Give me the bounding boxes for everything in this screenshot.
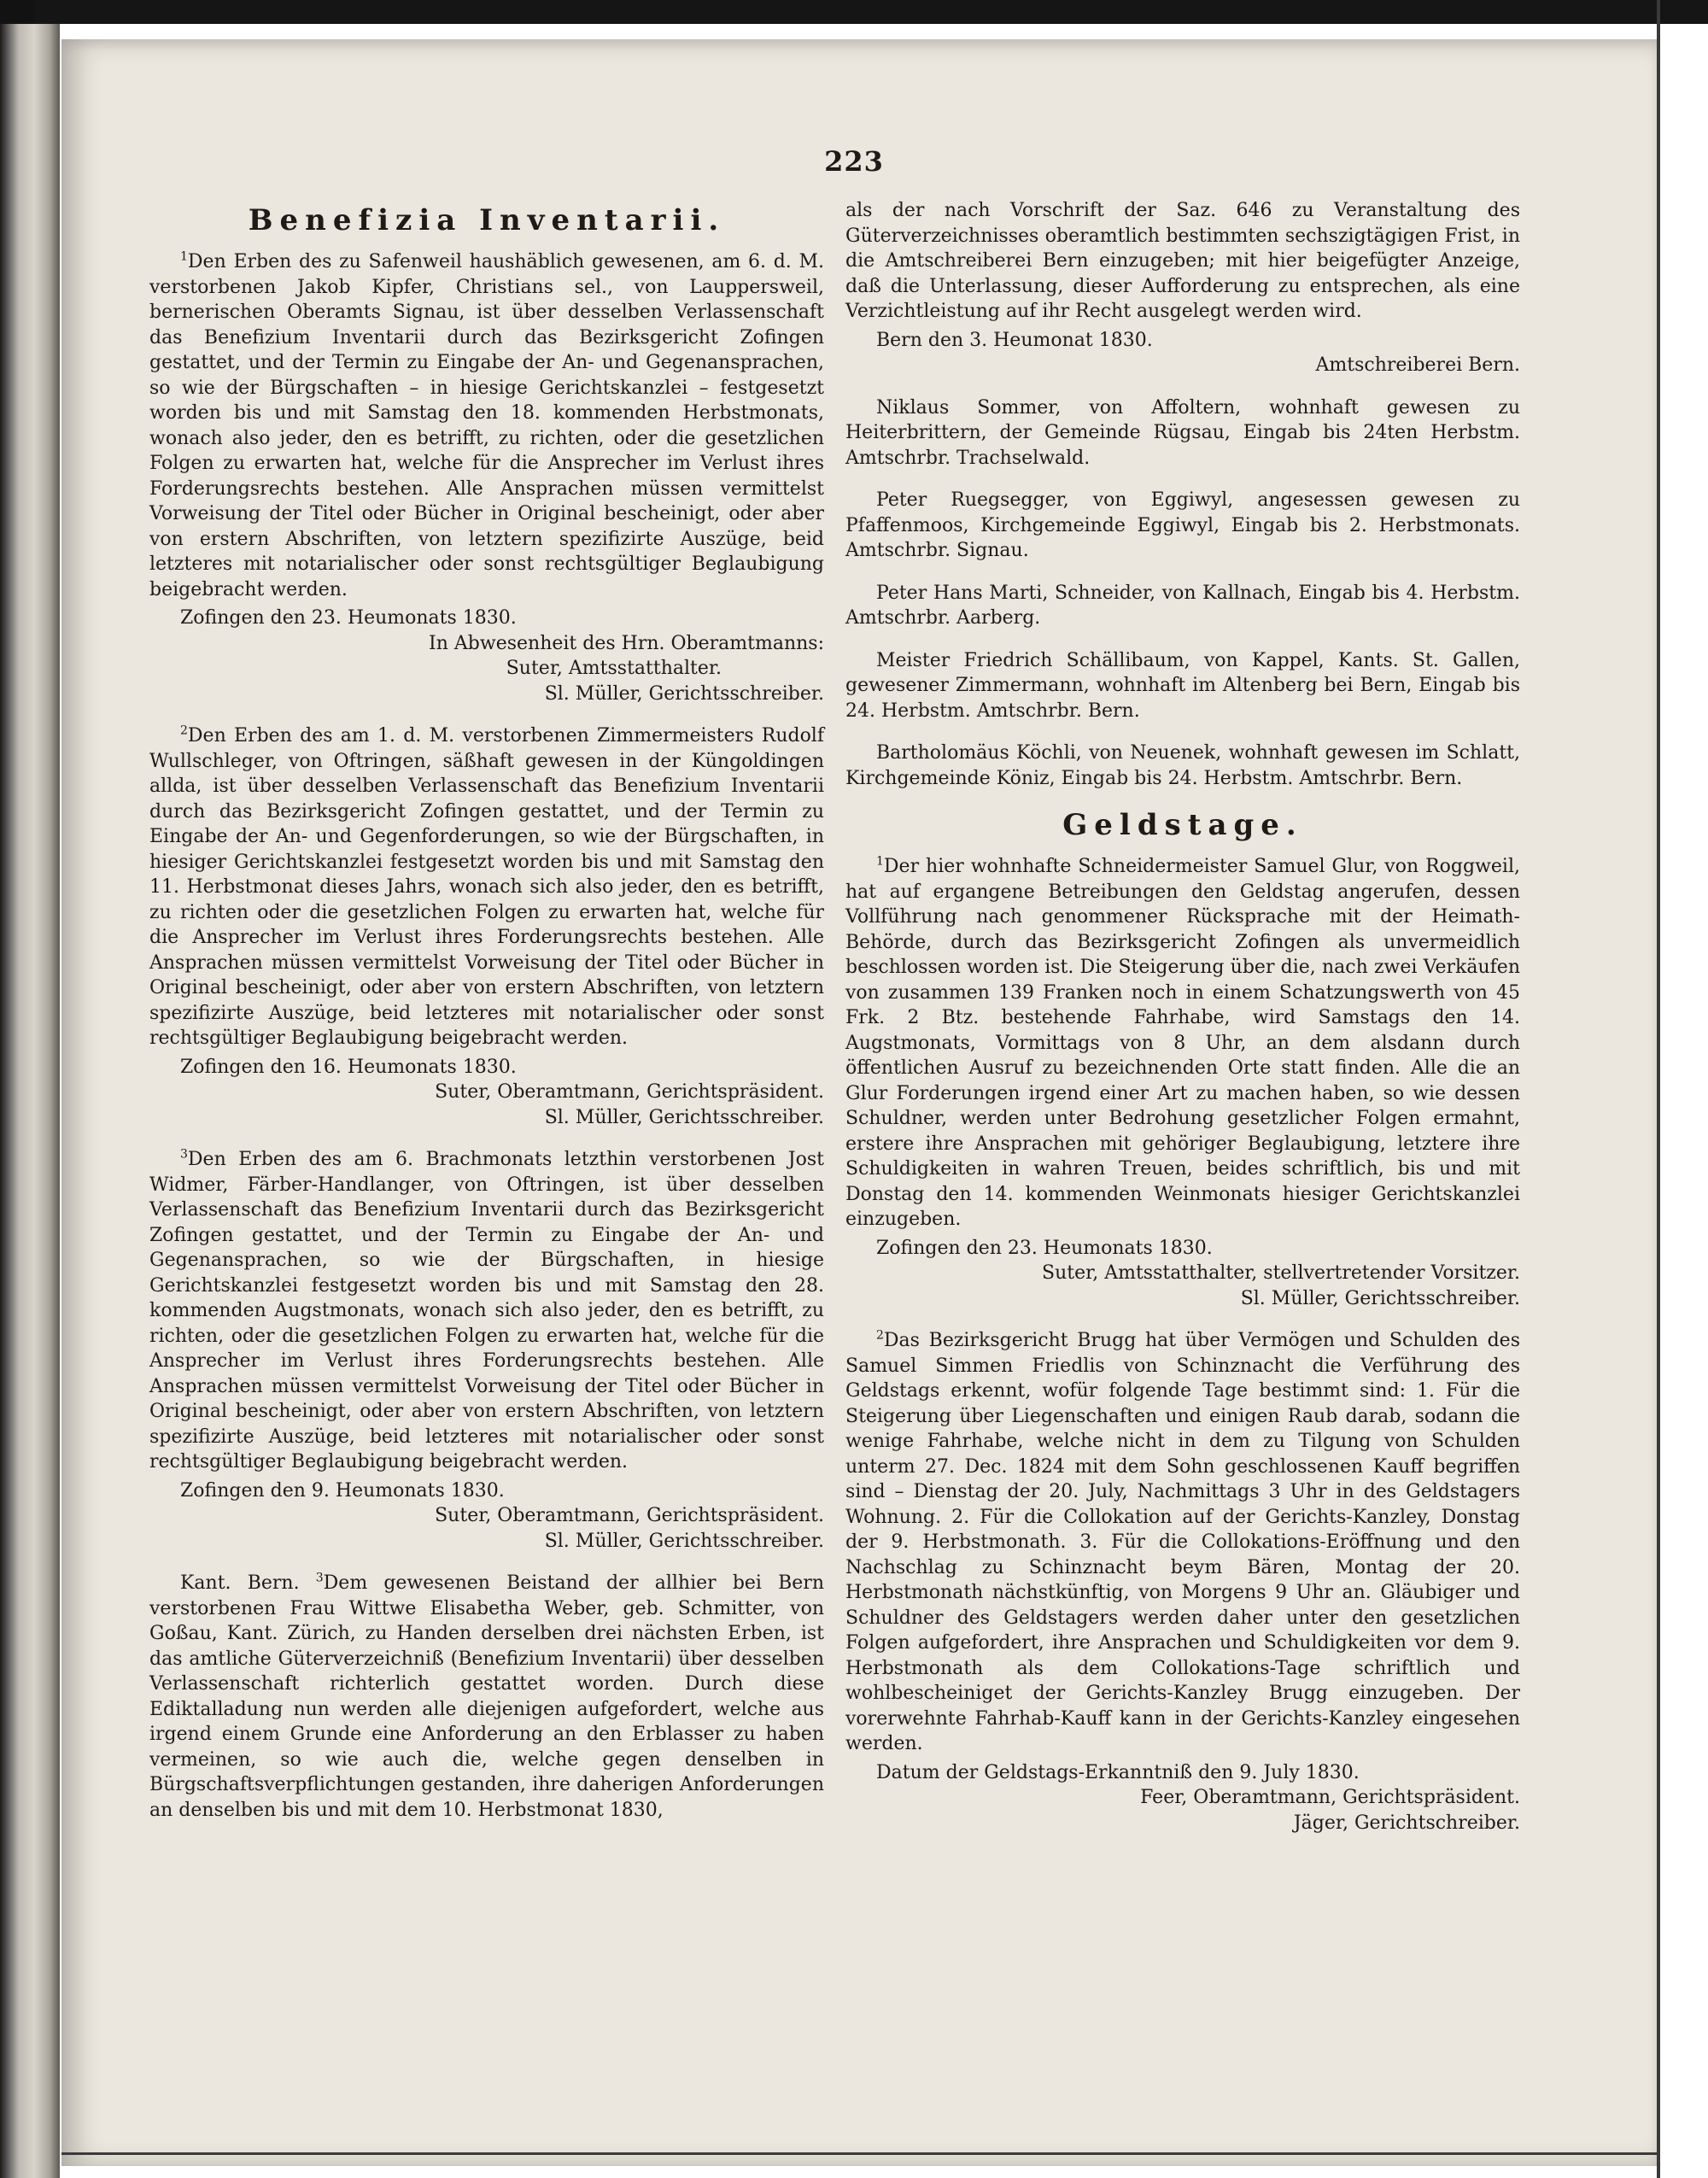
scan-frame-bottom (61, 2152, 1660, 2155)
section-title-geldstage: Geldstage. (1062, 808, 1303, 842)
geldstag-2-date: Datum der Geldstags-Erkanntniß den 9. July 1830. (876, 1761, 1360, 1783)
scan-frame-right (1657, 0, 1660, 2178)
notice-2-date: Zofingen den 16. Heumonats 1830. (180, 1056, 517, 1078)
geldstag-1-signature-1: Suter, Amtsstatthalter, stellvertretender Vorsitzer. (1042, 1262, 1520, 1284)
notice-2: $^2$Den Erben des am 1. d. M. verstorbenen Zimmermeisters Rudolf Wullschleger, von Oftringen, säßhaft gewesen in der Küngoldingen allda, ist über desselben Verlassenschaft das Benefizium Inventarii durch das Bezirksgericht Zofingen gestattet, und der Termin zu Eingabe der An- und Gegenforderungen, so wie der Bürgschaften, in hiesiger Gerichtskanzlei festgesetzt worden bis und mit Samstag den 11. Herbstmonat dieses Jahrs, wonach sich also jeder, den es betrifft, zu richten oder die gesetzlichen Folgen zu erwarten hat, welche für die Ansprecher im Verlust ihres Forderungsrechts bestehen. Alle Ansprachen müssen vermittelst Vorweisung der Titel oder Bücher in Original bescheinigt, oder aber von erstern Abschriften, von letztern spezifizirte Auszüge, beid letzteres mit notarialischer oder sonst rechtsgültiger Beglaubigung beigebracht werden. (149, 723, 824, 1049)
notice-2-signature-1: Suter, Oberamtmann, Gerichtspräsident. (435, 1081, 824, 1103)
facing-page-edge (0, 24, 60, 2178)
notice-1: $^1$Den Erben des zu Safenweil haushäblich gewesenen, am 6. d. M. verstorbenen Jakob Kipfer, Christians sel., von Lauppersweil, bernerischen Oberamts Signau, ist über desselben Verlassenschaft das Benefizium Inventarii durch das Bezirksgericht Zofingen gestattet, und der Termin zu Eingabe der An- und Gegenansprachen, so wie der Bürgschaften – in hiesige Gerichtskanzlei – festgesetzt worden bis und mit Samstag den 18. kommenden Herbstmonats, wonach also jeder, den es betrifft, zu richten, oder die gesetzlichen Folgen zu erwarten hat, welche für die Ansprecher im Verlust ihres Forderungsrechts bestehen. Alle Ansprachen müssen vermittelst Vorweisung der Titel oder Bücher in Original bescheinigt, oder aber von erstern Abschriften, von letztern spezifizirte Auszüge, beid letzteres mit notarialischer oder sonst rechtsgültiger Beglaubigung beigebracht werden. (149, 249, 824, 600)
geldstag-2-signature-2: Jäger, Gerichtschreiber. (1293, 1812, 1520, 1834)
notice-1-signature-1: In Abwesenheit des Hrn. Oberamtmanns: (429, 632, 824, 654)
geldstag-1: $^1$Der hier wohnhafte Schneidermeister Samuel Glur, von Roggweil, hat auf ergangene Betreibungen den Geldstag angerufen, dessen Vollführung nach genommener Rücksprache mit der Heimath-Behörde, durch das Bezirksgericht Zofingen als unvermeidlich beschlossen worden ist. Die Steigerung über die, nach zwei Verkäufen von zusammen 139 Franken noch in einem Schatzungswerth von 45 Frk. 2 Btz. bestehende Fahrhabe, wird Samstags den 14. Augstmonats, Vormittags von 8 Uhr, an dem alsdann durch öffentlichen Ausruf zu bezeichnenden Orte statt finden. Alle die an Glur Forderungen irgend einer Art zu machen haben, so wie dessen Schuldner, werden unter Bedrohung gesetzlicher Folgen ermahnt, erstere ihre Ansprachen mit gehöriger Beglaubigung, letztere ihre Schuldigkeiten in wahren Treuen, beides schriftlich, bis und mit Donstag den 14. kommenden Weinmonats hiesiger Gerichtskanzlei einzugeben. (845, 854, 1520, 1230)
list-item: Niklaus Sommer, von Affoltern, wohnhaft gewesen zu Heiterbrittern, der Gemeinde Rügsau, Eingab bis 24ten Herbstm. Amtschrbr. Trachselwald. (845, 396, 1520, 469)
section-title-benefizia: Benefizia Inventarii. (248, 203, 726, 237)
list-item: Peter Ruegsegger, von Eggiwyl, angesessen gewesen zu Pfaffenmoos, Kirchgemeinde Eggiwyl, Eingab bis 2. Herbstmonats. Amtschrbr. Signau. (845, 489, 1520, 561)
notice-1-date: Zofingen den 23. Heumonats 1830. (180, 607, 517, 629)
list-item: Meister Friedrich Schällibaum, von Kappel, Kants. St. Gallen, gewesener Zimmermann, wohnhaft im Altenberg bei Bern, Eingab bis 24. Herbstm. Amtschrbr. Bern. (845, 649, 1520, 722)
geldstag-1-signature-2: Sl. Müller, Gerichtsschreiber. (1240, 1287, 1520, 1309)
page-number: 223 (824, 145, 884, 178)
notice-3-signature-2: Sl. Müller, Gerichtsschreiber. (544, 1530, 824, 1552)
left-column (149, 198, 824, 1826)
geldstag-2-signature-1: Feer, Oberamtmann, Gerichtspräsident. (1140, 1787, 1520, 1808)
notice-1-signature-2: Suter, Amtsstatthalter. (506, 658, 722, 679)
notice-3-signature-1: Suter, Oberamtmann, Gerichtspräsident. (435, 1505, 824, 1526)
list-item: Peter Hans Marti, Schneider, von Kallnach, Eingab bis 4. Herbstm. Amtschrbr. Aarberg. (845, 582, 1520, 629)
notice-4: Kant. Bern. $^3$Dem gewesenen Beistand der allhier bei Bern verstorbenen Frau Wittwe Elisabetha Weber, geb. Schmitter, von Goßau, Kant. Zürich, zu Handen derselben drei nächsten Erben, ist das amtliche Güterverzeichniß (Benefizium Inventarii) über desselben Verlassenschaft richterlich gestattet worden. Durch diese Ediktalladung nun werden alle diejenigen aufgefordert, welche aus irgend einem Grunde eine Anforderung an den Erblasser zu haben vermeinen, so wie auch die, welche gegen denselben in Bürgschaftsverpflichtungen gestanden, ihre daherigen Anforderungen an denselben bis und mit dem 10. Herbstmonat 1830, (149, 1571, 824, 1821)
scan-border-top (0, 0, 1708, 24)
notice-4-signature: Amtschreiberei Bern. (1315, 354, 1520, 376)
notice-2-signature-2: Sl. Müller, Gerichtsschreiber. (544, 1106, 824, 1128)
notice-3: $^3$Den Erben des am 6. Brachmonats letzthin verstorbenen Jost Widmer, Färber-Handlanger, von Oftringen, ist über desselben Verlassenschaft das Benefizium Inventarii durch das Bezirksgericht Zofingen gestattet, und der Termin zu Eingabe der An- und Gegenansprachen, so wie der Bürgschaften, in hiesige Gerichtskanzlei festgesetzt worden bis und mit Samstag den 28. kommenden Augstmonats, wonach sich also jeder, den es betrifft, zu richten, oder die gesetzlichen Folgen zu erwarten hat, welche für die Ansprecher im Verlust ihres Forderungsrechts bestehen. Alle Ansprachen müssen vermittelst Vorweisung der Titel oder Bücher in Original bescheinigt, oder aber von erstern Abschriften, von letztern spezifizirte Auszüge, beid letzteres mit notarialischer oder sonst rechtsgültiger Beglaubigung beigebracht werden. (149, 1147, 824, 1472)
notice-4-date: Bern den 3. Heumonat 1830. (876, 329, 1153, 351)
list-item: Bartholomäus Köchli, von Neuenek, wohnhaft gewesen im Schlatt, Kirchgemeinde Köniz, Eingab bis 24. Herbstm. Amtschrbr. Bern. (845, 742, 1520, 789)
geldstag-2: $^2$Das Bezirksgericht Brugg hat über Vermögen und Schulden des Samuel Simmen Friedlis von Schinznacht die Verführung des Geldstags erkennt, wofür folgende Tage bestimmt sind: 1. Für die Steigerung über Liegenschaften und einigen Raub darab, sodann die wenige Fahrhabe, welche nicht in dem zu Tilgung von Schulden unterm 27. Dec. 1824 mit dem Sohn geschlossenen Kauff begriffen sind – Dienstag der 20. July, Nachmittags 3 Uhr in des Geldstagers Wohnung. 2. Für die Collokation auf der Gerichts-Kanzley, Donstag der 9. Herbstmonath. 3. Für die Collokations-Eröffnung und den Nachschlag zu Schinznacht beym Bären, Montag der 20. Herbstmonath nächstkünftig, von Morgens 9 Uhr an. Gläubiger und Schuldner des Geldstagers werden daher unter den gesetzlichen Folgen aufgefordert, ihre Ansprachen und Schuldigkeiten vor dem 9. Herbstmonath als dem Collokations-Tage schriftlich und wohlbescheiniget der Gerichts-Kanzley Brugg einzugeben. Der vorerwehnte Fahrhab-Kauff kann in der Gerichts-Kanzley eingesehen werden. (845, 1328, 1520, 1754)
geldstag-1-date: Zofingen den 23. Heumonats 1830. (876, 1237, 1213, 1259)
right-column (845, 198, 1520, 1835)
notice-4-continuation: als der nach Vorschrift der Saz. 646 zu Veranstaltung des Güterverzeichnisses oberamtlich bestimmten sechszigtägigen Frist, in die Amtschreiberei Bern einzugeben; mit hier beigefügter Anzeige, daß die Unterlassung, dieser Aufforderung zu entsprechen, als eine Verzichtleistung auf ihr Recht ausgelegt werden wird. (845, 200, 1520, 322)
notice-1-signature-3: Sl. Müller, Gerichtsschreiber. (544, 682, 824, 705)
notice-3-date: Zofingen den 9. Heumonats 1830. (180, 1479, 505, 1502)
